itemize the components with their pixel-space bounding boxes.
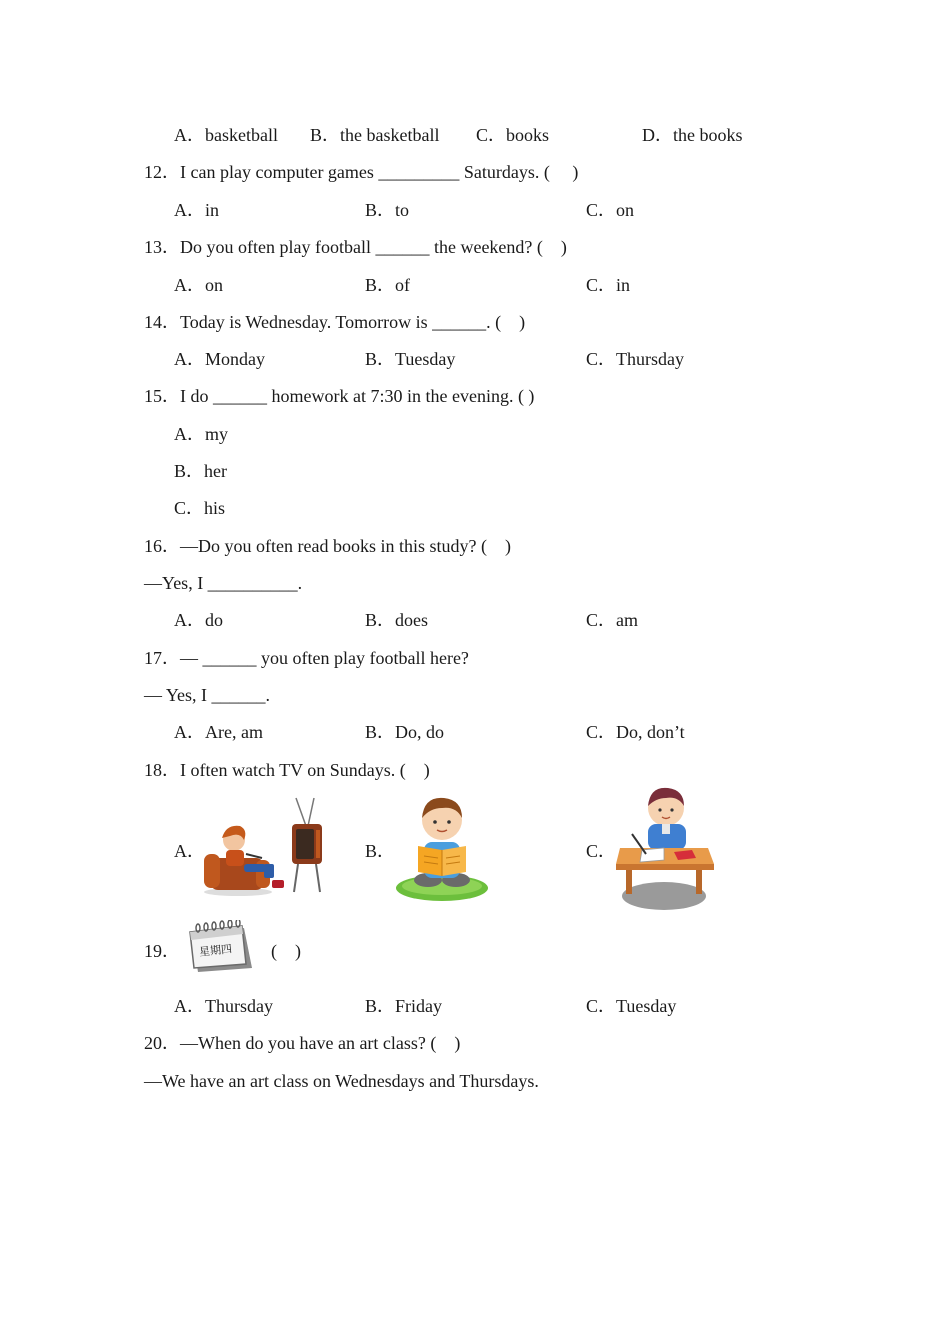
q17-option-c[interactable]: C．Do, don’t [586, 722, 685, 742]
q15-stem: 15．I do ______ homework at 7:30 in the evening. ( ) [144, 386, 535, 406]
q19-number: 19． [144, 941, 180, 961]
q12-stem: 12．I can play computer games _________ Saturdays. ( ) [144, 162, 579, 182]
q17-answer-line: — Yes, I ______. [144, 685, 271, 705]
q18-stem: 18．I often watch TV on Sundays. ( ) [144, 760, 430, 780]
q12-option-b[interactable]: B．to [365, 200, 410, 220]
q11-option-a[interactable]: A．basketball [174, 125, 278, 145]
q11-option-d[interactable]: D．the books [642, 125, 743, 145]
q16-option-b[interactable]: B．does [365, 610, 428, 630]
q14-option-c[interactable]: C．Thursday [586, 349, 684, 369]
q14-stem: 14．Today is Wednesday. Tomorrow is ______. ( ) [144, 312, 526, 332]
q17-option-a[interactable]: A．Are, am [174, 722, 263, 742]
q19-bracket: ( ) [271, 941, 301, 961]
q16-option-c[interactable]: C．am [586, 610, 638, 630]
q16-answer-line: —Yes, I __________. [144, 573, 303, 593]
q15-option-a[interactable]: A．my [174, 424, 228, 444]
q14-option-b[interactable]: B．Tuesday [365, 349, 456, 369]
q18-option-c[interactable]: C． [586, 841, 617, 861]
q13-option-c[interactable]: C．in [586, 275, 631, 295]
tv-watching-illustration[interactable] [200, 796, 332, 900]
q14-option-a[interactable]: A．Monday [174, 349, 265, 369]
q20-stem: 20．—When do you have an art class? ( ) [144, 1033, 461, 1053]
homework-boy-illustration[interactable] [612, 784, 716, 914]
calendar-day-text: 星期四 [198, 942, 233, 959]
q16-option-a[interactable]: A．do [174, 610, 223, 630]
q17-stem: 17．— ______ you often play football here? [144, 648, 469, 668]
q12-option-c[interactable]: C．on [586, 200, 635, 220]
q12-option-a[interactable]: A．in [174, 200, 219, 220]
q11-option-b[interactable]: B．the basketball [310, 125, 440, 145]
q13-stem: 13．Do you often play football ______ the weekend? ( ) [144, 237, 567, 257]
q15-option-c[interactable]: C．his [174, 498, 226, 518]
q18-option-b[interactable]: B． [365, 841, 396, 861]
q20-answer-line: —We have an art class on Wednesdays and Thursdays. [144, 1071, 539, 1091]
q16-stem: 16．—Do you often read books in this study? ( ) [144, 536, 511, 556]
q13-option-a[interactable]: A．on [174, 275, 223, 295]
q17-option-b[interactable]: B．Do, do [365, 722, 445, 742]
q15-option-b[interactable]: B．her [174, 461, 227, 481]
reading-boy-illustration[interactable] [392, 790, 492, 908]
q19-option-a[interactable]: A．Thursday [174, 996, 273, 1016]
calendar-icon [186, 920, 254, 976]
q11-option-c[interactable]: C．books [476, 125, 550, 145]
q18-option-a[interactable]: A． [174, 841, 205, 861]
q19-option-b[interactable]: B．Friday [365, 996, 443, 1016]
q13-option-b[interactable]: B．of [365, 275, 410, 295]
q19-option-c[interactable]: C．Tuesday [586, 996, 677, 1016]
